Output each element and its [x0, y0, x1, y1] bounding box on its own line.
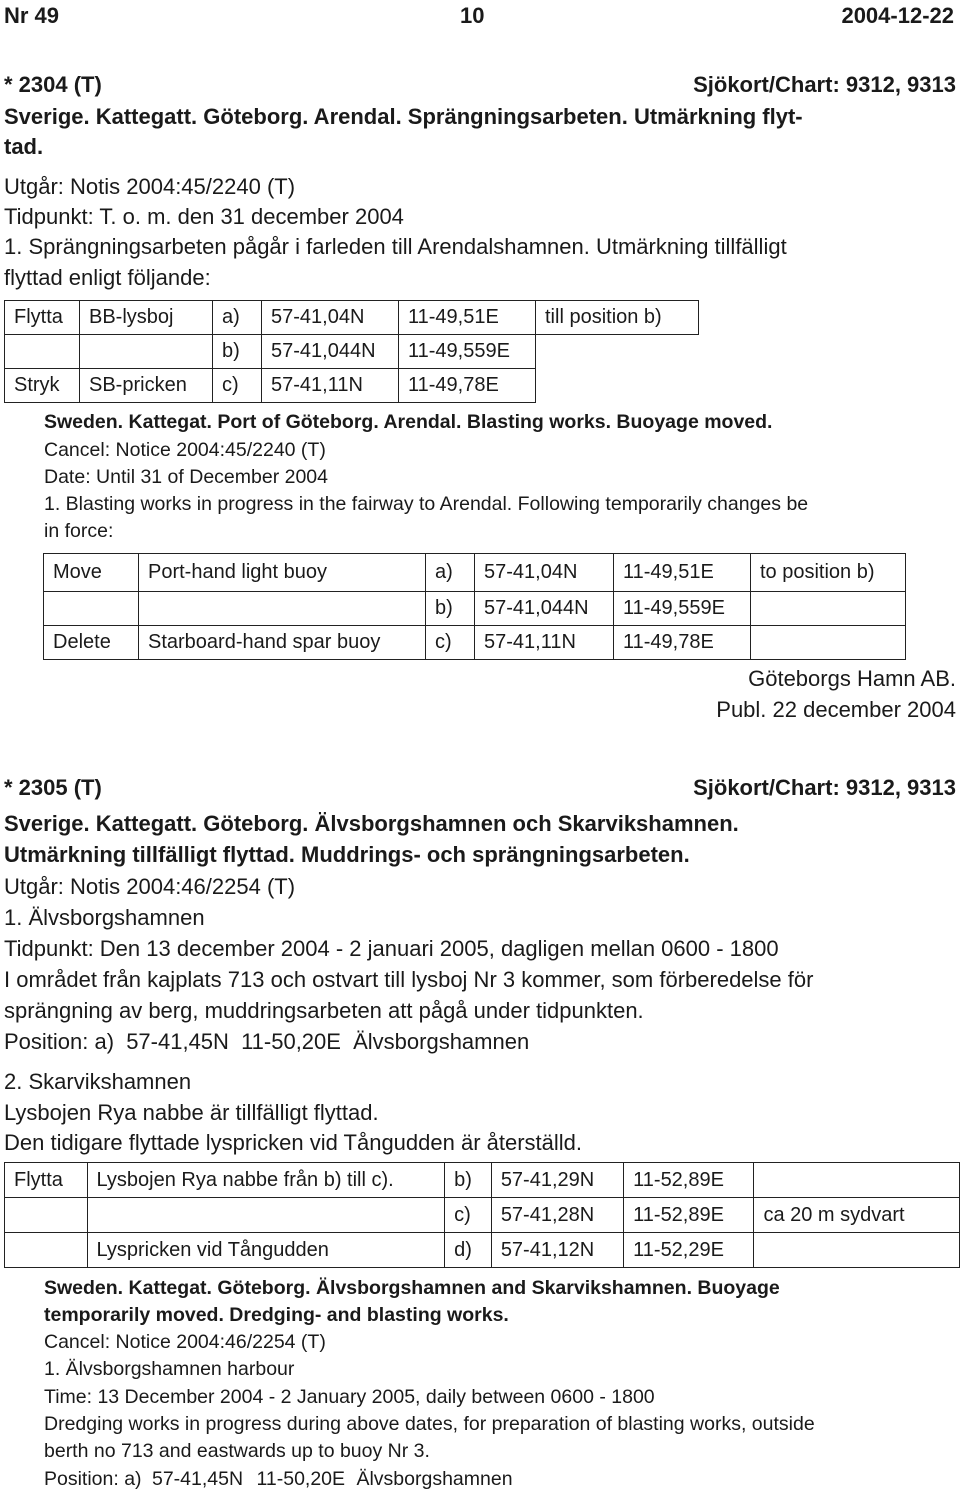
table-cell [5, 1198, 88, 1233]
time-line-sv: Tidpunkt: Den 13 december 2004 - 2 januari 2005, dagligen mellan 0600 - 1800 [4, 936, 779, 961]
table-cell: 57-41,11N [475, 626, 614, 660]
chart-reference: Sjökort/Chart: 9312, 9313 [693, 775, 956, 800]
notice-number: * 2304 (T) [4, 72, 102, 97]
notice-number: * 2305 (T) [4, 775, 102, 800]
table-cell [751, 626, 906, 660]
time-line-en: Time: 13 December 2004 - 2 January 2005, daily between 0600 - 1800 [44, 1386, 655, 1408]
table-cell: 57-41,04N [475, 554, 614, 592]
table-cell: 57-41,04N [262, 301, 399, 335]
body-text-sv: Lysbojen Rya nabbe är tillfälligt flyttad. [4, 1100, 379, 1125]
table-cell [536, 369, 699, 403]
buoy-table-en [43, 553, 906, 660]
body-text-sv-cont: sprängning av berg, muddringsarbeten att pågå under tidpunkten. [4, 998, 644, 1023]
notice-title-en-cont: temporarily moved. Dredging- and blasting works. [44, 1304, 509, 1326]
date-line-en: Date: Until 31 of December 2004 [44, 466, 328, 488]
table-cell [139, 592, 426, 626]
table-cell [754, 1163, 960, 1198]
body-text-sv-cont: Den tidigare flyttade lyspricken vid Tångudden är återställd. [4, 1130, 583, 1155]
section-head-sv: 1. Älvsborgshamnen [4, 905, 205, 930]
position-label: Position: a) [4, 1029, 115, 1054]
body-text-sv: I området från kajplats 713 och ostvart till lysboj Nr 3 kommer, som förberedelse för [4, 967, 814, 992]
table-row [5, 301, 699, 335]
table-cell: ca 20 m sydvart [754, 1198, 960, 1233]
table-row [44, 592, 906, 626]
table-cell: a) [213, 301, 262, 335]
table-cell: 57-41,28N [491, 1198, 623, 1233]
table-cell: till position b) [536, 301, 699, 335]
body-text-en: Dredging works in progress during above dates, for preparation of blasting works, outside [44, 1413, 815, 1435]
body-text-sv-cont: flyttad enligt följande: [4, 265, 211, 290]
cancel-line-en: Cancel: Notice 2004:46/2254 (T) [44, 1331, 326, 1353]
table-cell: Port-hand light buoy [139, 554, 426, 592]
notice-title-sv: Sverige. Kattegatt. Göteborg. Älvsborgshamnen och Skarvikshamnen. [4, 811, 739, 836]
table-cell [44, 592, 139, 626]
position-name: Älvsborgshamnen [356, 1468, 513, 1490]
table-cell: SB-pricken [80, 369, 213, 403]
position-label: Position: a) [44, 1468, 142, 1490]
table-cell: c) [213, 369, 262, 403]
table-cell: 11-49,559E [614, 592, 751, 626]
buoy-table-sv [4, 300, 699, 403]
table-row [5, 369, 699, 403]
table-cell [87, 1198, 445, 1233]
table-cell [536, 335, 699, 369]
body-text-sv: 1. Sprängningsarbeten pågår i farleden till Arendalshamnen. Utmärkning tillfälligt [4, 234, 787, 259]
table-cell: b) [213, 335, 262, 369]
table-cell: 11-49,51E [399, 301, 536, 335]
table-cell: 11-52,89E [624, 1163, 754, 1198]
notice-title-en: Sweden. Kattegat. Göteborg. Älvsborgshamnen and Skarvikshamnen. Buoyage [44, 1277, 780, 1299]
cancel-line-sv: Utgår: Notis 2004:46/2254 (T) [4, 874, 296, 899]
notice-title-sv-cont: Utmärkning tillfälligt flyttad. Muddrings- och sprängningsarbeten. [4, 842, 690, 867]
table-cell: BB-lysboj [80, 301, 213, 335]
section-head-sv: 2. Skarvikshamnen [4, 1069, 192, 1094]
table-cell: Starboard-hand spar buoy [139, 626, 426, 660]
table-cell: to position b) [751, 554, 906, 592]
issue-number: Nr 49 [4, 3, 60, 28]
time-line-sv: Tidpunkt: T. o. m. den 31 december 2004 [4, 204, 404, 229]
issue-date: 2004-12-22 [841, 3, 954, 28]
table-cell: 57-41,044N [475, 592, 614, 626]
table-cell: 11-52,89E [624, 1198, 754, 1233]
chart-reference: Sjökort/Chart: 9312, 9313 [693, 72, 956, 97]
table-cell [754, 1233, 960, 1268]
table-row [5, 1198, 960, 1233]
table-cell: c) [445, 1198, 492, 1233]
page-number: 10 [460, 3, 485, 28]
table-cell [5, 335, 80, 369]
table-cell: Stryk [5, 369, 80, 403]
position-name: Älvsborgshamnen [353, 1029, 530, 1054]
cancel-line-en: Cancel: Notice 2004:45/2240 (T) [44, 439, 326, 461]
position-line-sv [4, 1026, 529, 1057]
position-lat: 57-41,45N [151, 1468, 244, 1490]
table-cell [751, 592, 906, 626]
table-cell: Lysbojen Rya nabbe från b) till c). [87, 1163, 445, 1198]
table-cell: 11-49,78E [399, 369, 536, 403]
table-cell [5, 1233, 88, 1268]
table-cell: 11-49,51E [614, 554, 751, 592]
table-cell: 11-52,29E [624, 1233, 754, 1268]
table-cell: 57-41,11N [262, 369, 399, 403]
buoy-table [4, 1162, 960, 1268]
table-cell: 57-41,044N [262, 335, 399, 369]
position-lat: 57-41,45N [126, 1029, 229, 1054]
table-cell [80, 335, 213, 369]
table-cell: b) [426, 592, 475, 626]
body-text-en: 1. Blasting works in progress in the fairway to Arendal. Following temporarily changes be [44, 493, 809, 515]
section-head-en: 1. Älvsborgshamnen harbour [44, 1358, 295, 1380]
table-cell: Flytta [5, 1163, 88, 1198]
table-row [5, 1163, 960, 1198]
table-cell: Lyspricken vid Tångudden [87, 1233, 445, 1268]
position-lon: 11-50,20E [256, 1468, 346, 1490]
position-lon: 11-50,20E [241, 1029, 341, 1054]
notice-title-sv-cont: tad. [4, 134, 44, 159]
notice-title-sv: Sverige. Kattegatt. Göteborg. Arendal. Sprängningsarbeten. Utmärkning flyt- [4, 104, 803, 129]
table-cell: Flytta [5, 301, 80, 335]
table-row [5, 1233, 960, 1268]
table-cell: d) [445, 1233, 492, 1268]
table-cell: Delete [44, 626, 139, 660]
cancel-line-sv: Utgår: Notis 2004:45/2240 (T) [4, 174, 296, 199]
table-row [5, 335, 699, 369]
table-cell: Move [44, 554, 139, 592]
signature-org: Göteborgs Hamn AB. [748, 666, 956, 691]
table-cell: 11-49,559E [399, 335, 536, 369]
table-cell: 57-41,12N [491, 1233, 623, 1268]
notice-title-en: Sweden. Kattegat. Port of Göteborg. Arendal. Blasting works. Buoyage moved. [44, 411, 773, 433]
body-text-en-cont: berth no 713 and eastwards up to buoy Nr 3. [44, 1440, 430, 1462]
table-cell: c) [426, 626, 475, 660]
table-row [44, 554, 906, 592]
signature-date: Publ. 22 december 2004 [716, 697, 956, 722]
table-cell: a) [426, 554, 475, 592]
position-line-en [44, 1466, 513, 1493]
table-row [44, 626, 906, 660]
table-cell: 57-41,29N [491, 1163, 623, 1198]
table-cell: 11-49,78E [614, 626, 751, 660]
body-text-en-cont: in force: [44, 520, 114, 542]
table-cell: b) [445, 1163, 492, 1198]
